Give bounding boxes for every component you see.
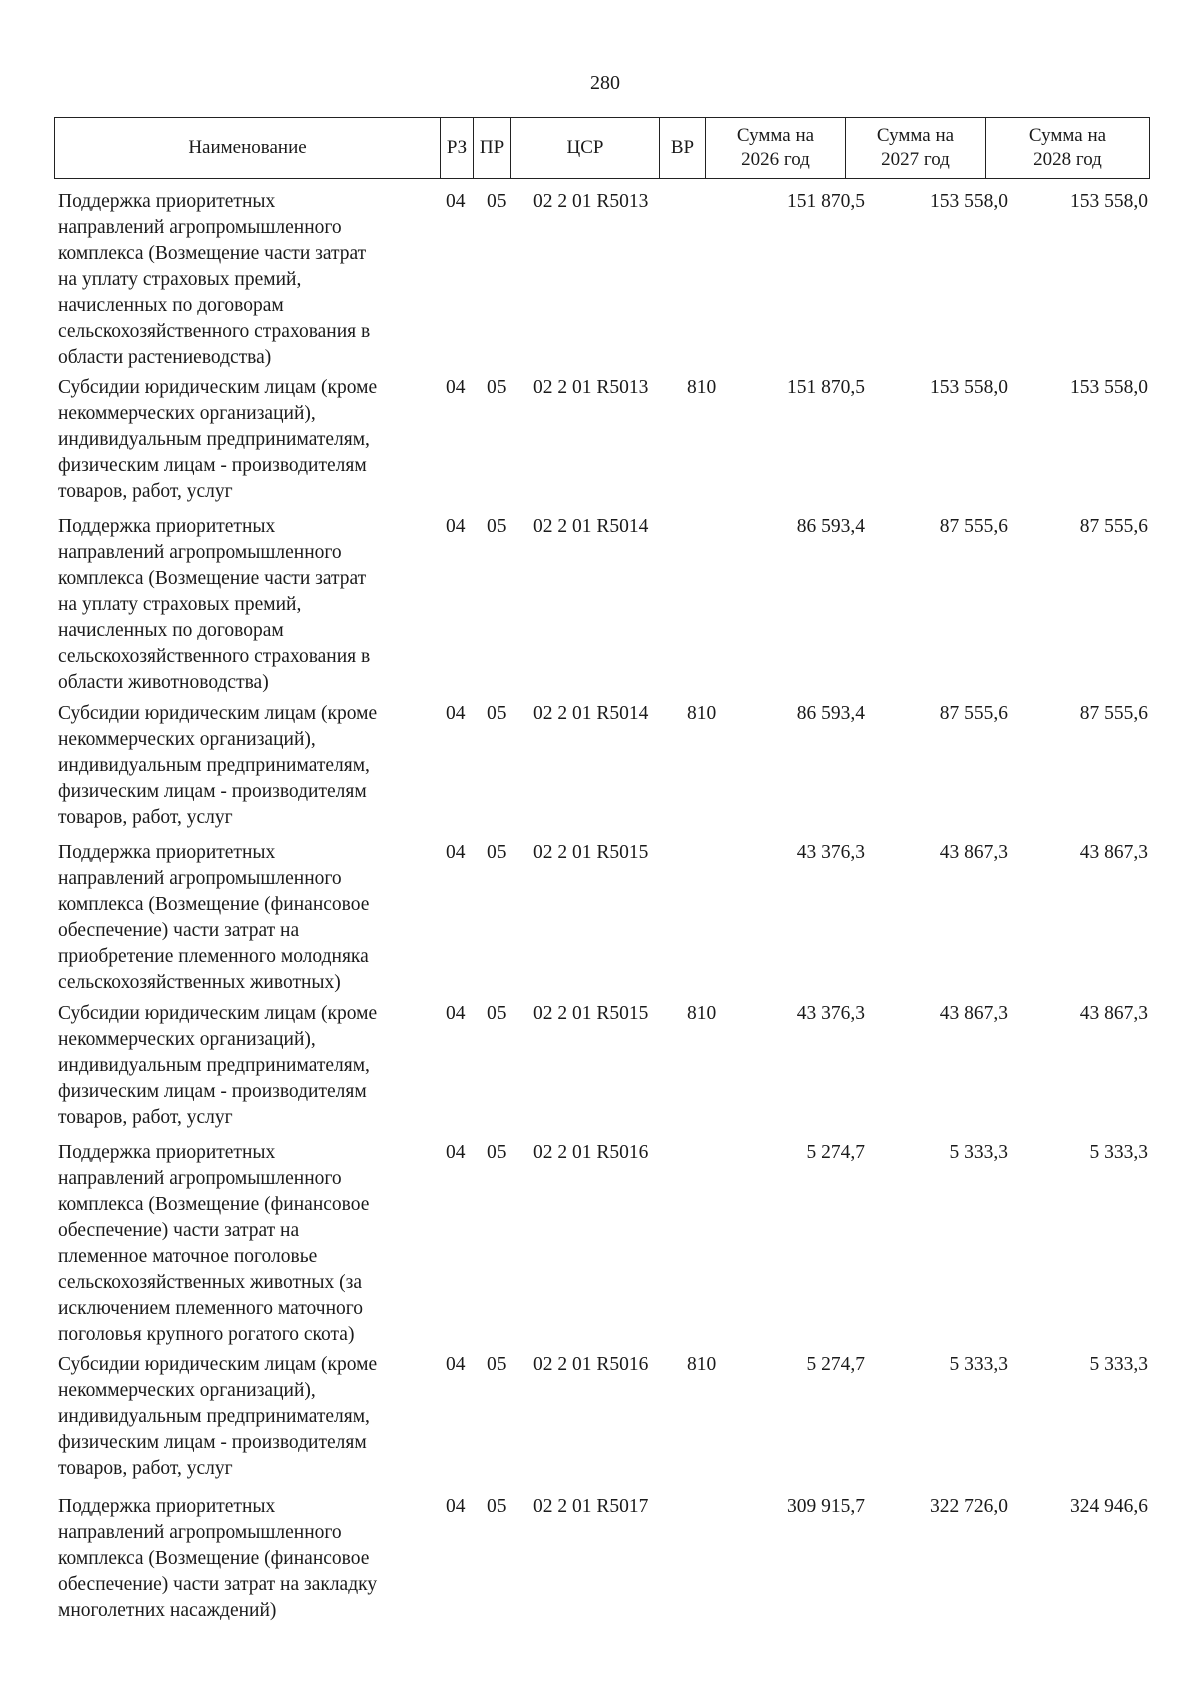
row-sum-2027: 5 333,3 — [949, 1142, 1008, 1163]
row-name: Поддержка приоритетных направлений агропромышленного комплекса (Возмещение (финансовое обеспечение) части затрат на племенное маточное поголовье сельскохозяйственных животных (за исключением племенного маточного поголовья крупного рогатого скота) — [58, 1142, 370, 1345]
row-rz: 04 — [446, 842, 466, 863]
row-sum-2027: 43 867,3 — [939, 1003, 1008, 1024]
row-sum-2028: 87 555,6 — [1079, 703, 1148, 724]
row-rz: 04 — [446, 703, 466, 724]
row-csr: 02 2 01 R5015 — [533, 842, 649, 863]
row-sum-2028: 153 558,0 — [1070, 377, 1148, 398]
row-name: Субсидии юридическим лицам (кроме некоммерческих организаций), индивидуальным предпринимателям, физическим лицам - производителям товаров, работ, услуг — [58, 703, 378, 828]
row-sum-2028: 5 333,3 — [1089, 1354, 1148, 1375]
row-csr: 02 2 01 R5016 — [533, 1354, 649, 1375]
row-sum-2027: 153 558,0 — [930, 191, 1008, 212]
row-pr: 05 — [487, 842, 507, 863]
row-name: Поддержка приоритетных направлений агропромышленного комплекса (Возмещение части затрат на уплату страховых премий, начисленных по договорам сельскохозяйственного страхования в области животноводства) — [58, 516, 371, 693]
table-header — [54, 117, 1150, 179]
row-name: Поддержка приоритетных направлений агропромышленного комплекса (Возмещение (финансовое обеспечение) части затрат на приобретение племенного молодняка сельскохозяйственных животных) — [58, 842, 370, 993]
row-csr: 02 2 01 R5013 — [533, 191, 649, 212]
row-sum-2028: 43 867,3 — [1079, 1003, 1148, 1024]
row-sum-2026: 309 915,7 — [787, 1496, 865, 1517]
row-pr: 05 — [487, 191, 507, 212]
row-vr: 810 — [687, 1354, 717, 1375]
row-sum-2026: 86 593,4 — [796, 703, 865, 724]
row-csr: 02 2 01 R5013 — [533, 377, 649, 398]
row-rz: 04 — [446, 1142, 466, 1163]
row-name: Субсидии юридическим лицам (кроме некоммерческих организаций), индивидуальным предпринимателям, физическим лицам - производителям товаров, работ, услуг — [58, 377, 378, 502]
row-csr: 02 2 01 R5015 — [533, 1003, 649, 1024]
row-sum-2028: 87 555,6 — [1079, 516, 1148, 537]
header-csr: ЦСР — [511, 118, 660, 178]
row-sum-2028: 324 946,6 — [1070, 1496, 1148, 1517]
row-sum-2026: 5 274,7 — [806, 1142, 865, 1163]
row-sum-2026: 43 376,3 — [796, 842, 865, 863]
row-name: Поддержка приоритетных направлений агропромышленного комплекса (Возмещение части затрат на уплату страховых премий, начисленных по договорам сельскохозяйственного страхования в области растениеводства) — [58, 191, 371, 368]
row-sum-2026: 5 274,7 — [806, 1354, 865, 1375]
row-sum-2027: 43 867,3 — [939, 842, 1008, 863]
row-vr: 810 — [687, 703, 717, 724]
header-sum-2028: Сумма на 2028 год — [1028, 125, 1107, 170]
header-rz: РЗ — [441, 118, 474, 178]
page-number: 280 — [590, 72, 620, 94]
row-name: Поддержка приоритетных направлений агропромышленного комплекса (Возмещение (финансовое обеспечение) части затрат на закладку многолетних насаждений) — [58, 1496, 378, 1621]
row-csr: 02 2 01 R5016 — [533, 1142, 649, 1163]
row-rz: 04 — [446, 191, 466, 212]
row-name: Субсидии юридическим лицам (кроме некоммерческих организаций), индивидуальным предпринимателям, физическим лицам - производителям товаров, работ, услуг — [58, 1003, 378, 1128]
row-pr: 05 — [487, 1003, 507, 1024]
row-pr: 05 — [487, 516, 507, 537]
row-vr: 810 — [687, 1003, 717, 1024]
header-pr: ПР — [474, 118, 511, 178]
row-sum-2026: 86 593,4 — [796, 516, 865, 537]
row-csr: 02 2 01 R5014 — [533, 703, 649, 724]
row-sum-2027: 322 726,0 — [930, 1496, 1008, 1517]
row-pr: 05 — [487, 703, 507, 724]
row-sum-2026: 151 870,5 — [787, 191, 865, 212]
row-rz: 04 — [446, 1354, 466, 1375]
row-csr: 02 2 01 R5014 — [533, 516, 649, 537]
row-csr: 02 2 01 R5017 — [533, 1496, 649, 1517]
row-pr: 05 — [487, 1354, 507, 1375]
row-name: Субсидии юридическим лицам (кроме некоммерческих организаций), индивидуальным предпринимателям, физическим лицам - производителям товаров, работ, услуг — [58, 1354, 378, 1479]
row-pr: 05 — [487, 377, 507, 398]
row-rz: 04 — [446, 377, 466, 398]
header-sum-2026: Сумма на 2026 год — [706, 118, 846, 178]
row-pr: 05 — [487, 1496, 507, 1517]
row-sum-2028: 5 333,3 — [1089, 1142, 1148, 1163]
row-sum-2027: 5 333,3 — [949, 1354, 1008, 1375]
row-sum-2027: 87 555,6 — [939, 703, 1008, 724]
row-sum-2027: 87 555,6 — [939, 516, 1008, 537]
row-sum-2027: 153 558,0 — [930, 377, 1008, 398]
row-sum-2026: 151 870,5 — [787, 377, 865, 398]
row-rz: 04 — [446, 1003, 466, 1024]
row-vr: 810 — [687, 377, 717, 398]
row-rz: 04 — [446, 1496, 466, 1517]
row-pr: 05 — [487, 1142, 507, 1163]
header-name: Наименование — [55, 118, 441, 178]
row-sum-2026: 43 376,3 — [796, 1003, 865, 1024]
row-rz: 04 — [446, 516, 466, 537]
row-sum-2028: 153 558,0 — [1070, 191, 1148, 212]
header-sum-2027: Сумма на 2027 год — [846, 118, 986, 178]
header-vr: ВР — [660, 118, 706, 178]
row-sum-2028: 43 867,3 — [1079, 842, 1148, 863]
